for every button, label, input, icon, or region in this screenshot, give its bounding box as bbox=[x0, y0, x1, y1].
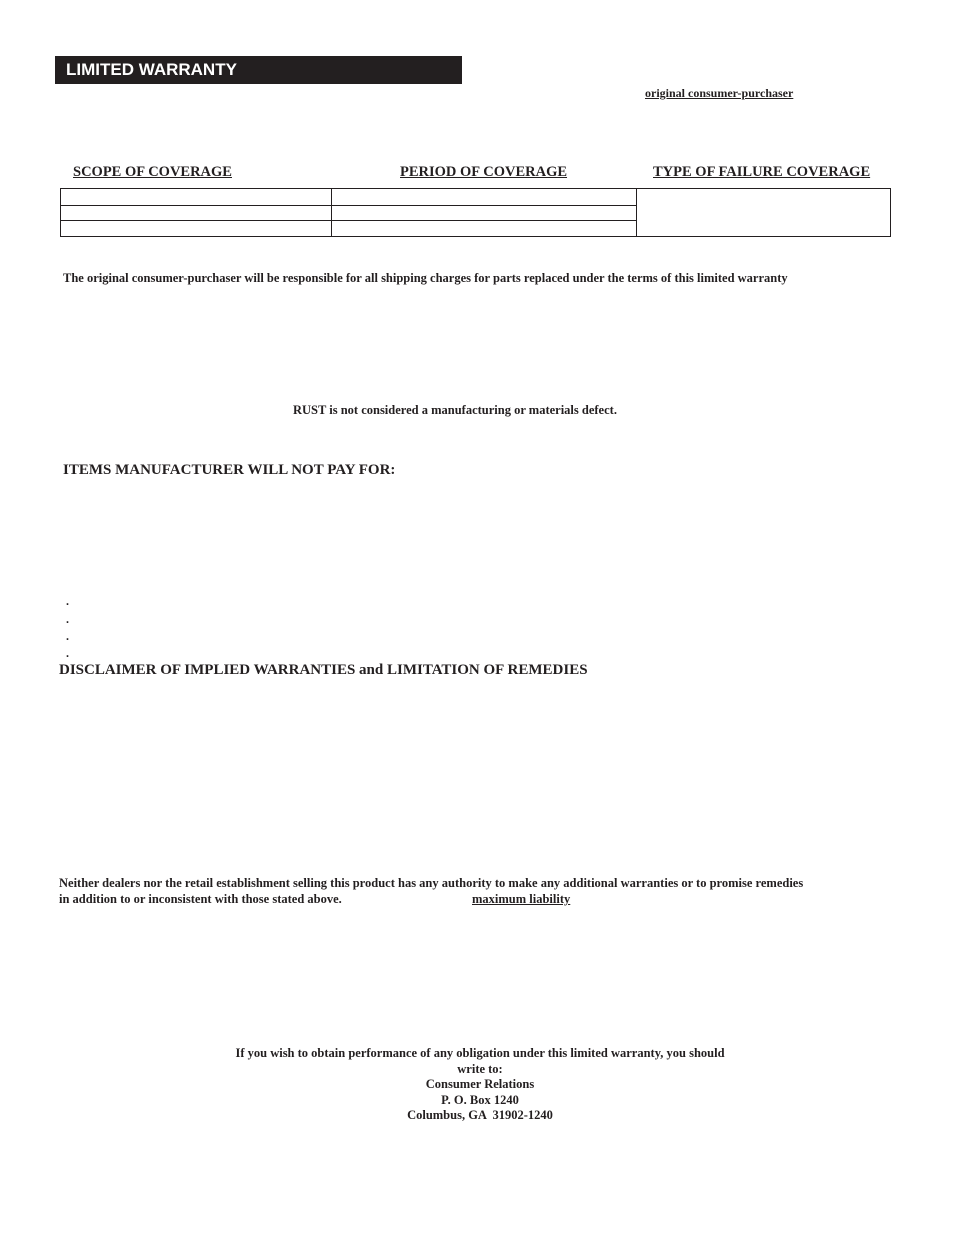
list-bullet: . bbox=[66, 612, 69, 626]
dealers-note-line2: in addition to or inconsistent with those stated above. bbox=[59, 892, 342, 906]
dealers-note-line1: Neither dealers nor the retail establishment selling this product has any authority to make any additional warranties or to promise remedies bbox=[59, 876, 804, 890]
contact-block bbox=[180, 1046, 780, 1124]
contact-line: If you wish to obtain performance of any obligation under this limited warranty, you should bbox=[235, 1046, 725, 1060]
list-bullet: . bbox=[66, 646, 69, 660]
original-purchaser-label: original consumer-purchaser bbox=[645, 86, 794, 100]
items-not-paid-heading: ITEMS MANUFACTURER WILL NOT PAY FOR: bbox=[63, 462, 396, 478]
period-of-coverage-header: PERIOD OF COVERAGE bbox=[400, 164, 568, 180]
contact-recipient: Consumer Relations bbox=[425, 1077, 535, 1092]
contact-city-zip: Columbus, GA 31902-1240 bbox=[407, 1108, 553, 1123]
shipping-note: The original consumer-purchaser will be responsible for all shipping charges for parts replaced under the terms of this limited warranty bbox=[63, 271, 788, 285]
failure-coverage-header: TYPE OF FAILURE COVERAGE bbox=[653, 164, 871, 180]
contact-po-box: P. O. Box 1240 bbox=[441, 1092, 519, 1107]
contact-line: write to: bbox=[457, 1061, 503, 1076]
coverage-table bbox=[60, 188, 891, 237]
maximum-liability-label: maximum liability bbox=[472, 892, 571, 906]
disclaimer-heading: DISCLAIMER OF IMPLIED WARRANTIES and LIMITATION OF REMEDIES bbox=[59, 662, 588, 678]
limited-warranty-title: LIMITED WARRANTY bbox=[55, 56, 462, 84]
rust-note: RUST is not considered a manufacturing or materials defect. bbox=[293, 403, 617, 417]
list-bullet: . bbox=[66, 629, 69, 643]
list-bullet: . bbox=[66, 594, 69, 608]
scope-of-coverage-header: SCOPE OF COVERAGE bbox=[73, 164, 232, 180]
table-divider bbox=[331, 189, 332, 236]
table-row-divider bbox=[61, 205, 637, 206]
table-divider bbox=[636, 189, 637, 236]
table-row-divider bbox=[61, 220, 637, 221]
